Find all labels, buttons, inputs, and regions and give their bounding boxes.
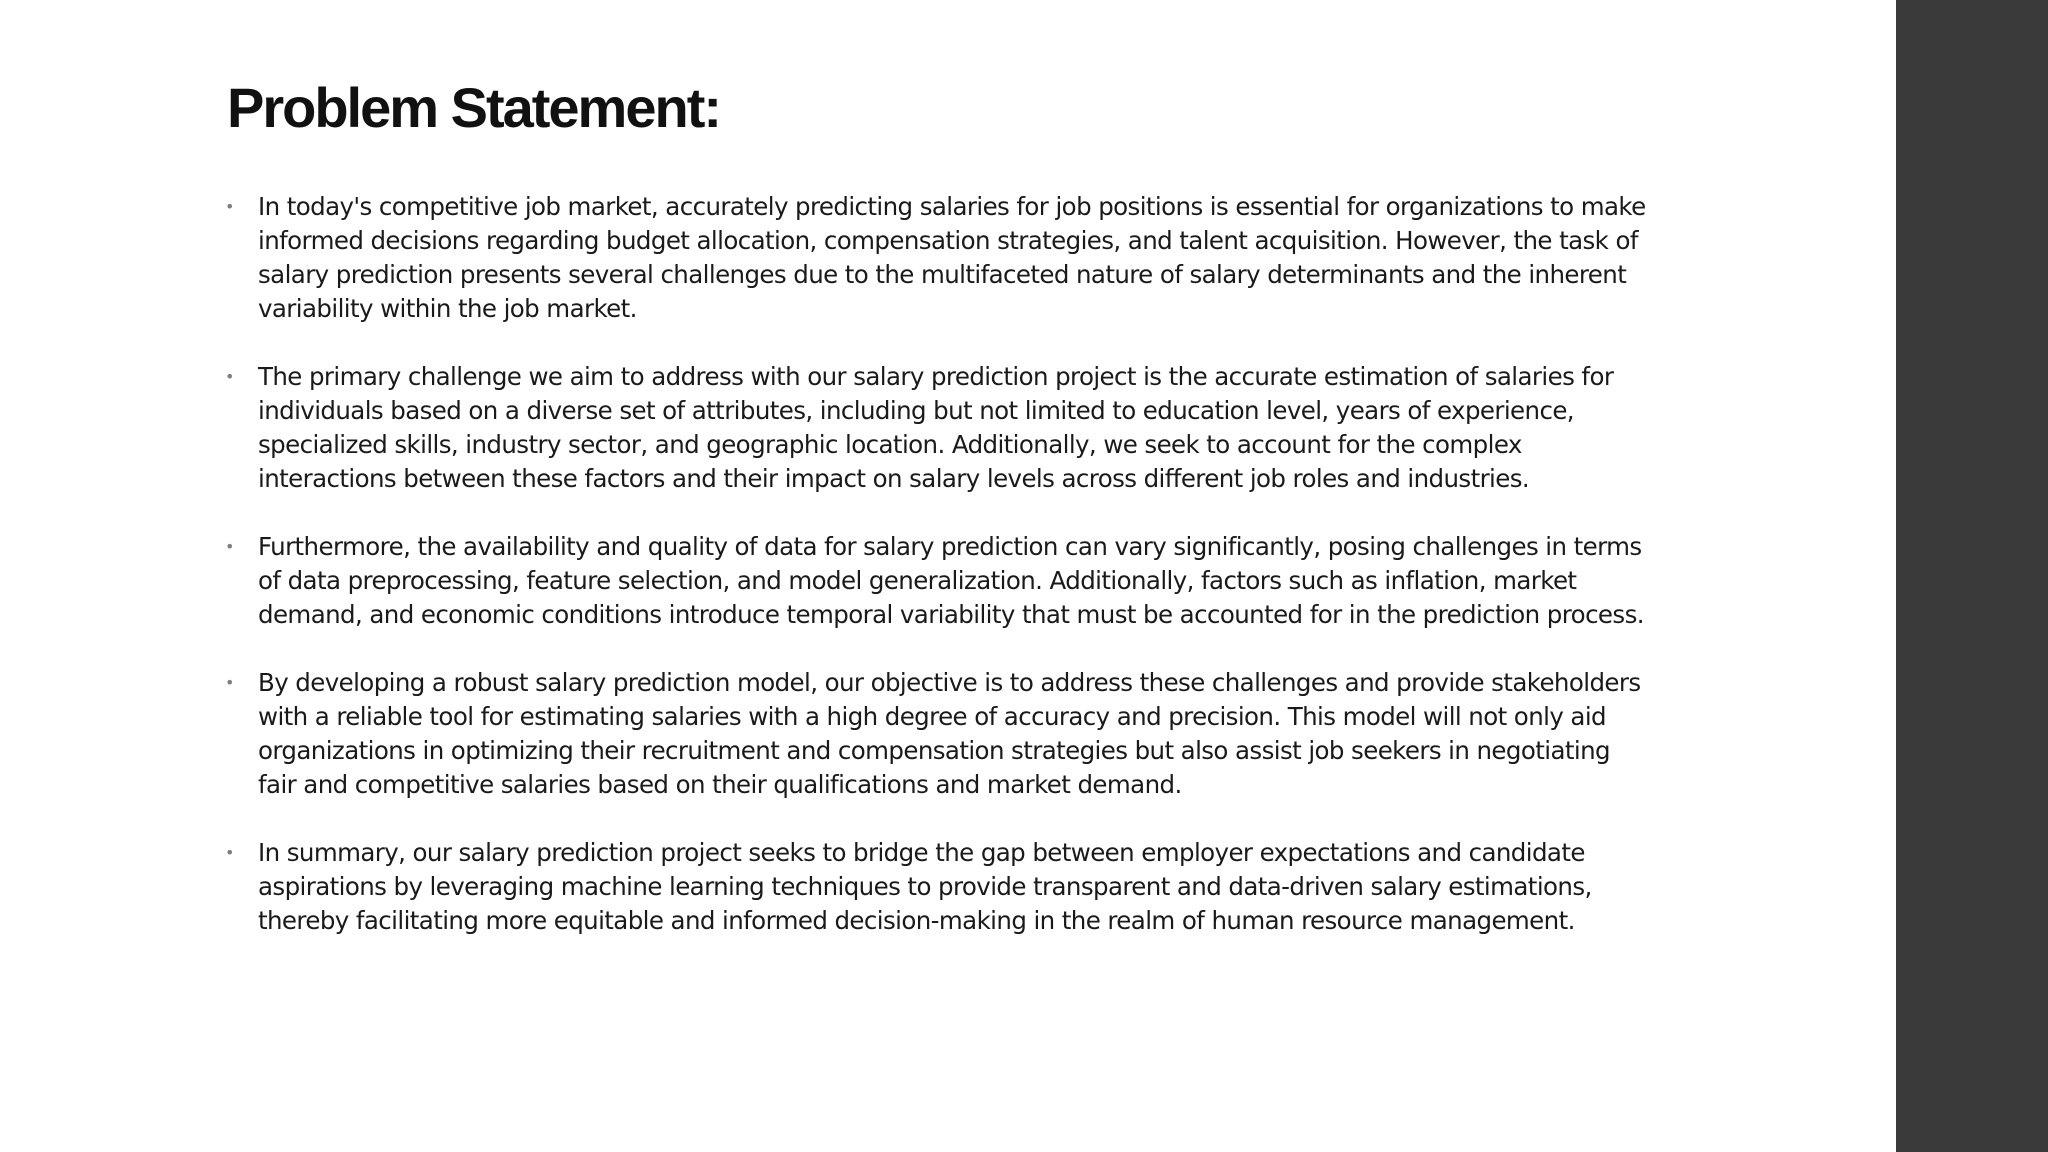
bullet-list	[222, 190, 1652, 972]
bullet-dot-icon: •	[225, 673, 234, 692]
bullet-dot-icon: •	[225, 367, 234, 386]
bullet-item	[222, 666, 1652, 802]
bullet-dot-icon: •	[225, 843, 234, 862]
slide-title: Problem Statement:	[227, 76, 720, 139]
bullet-text: In today's competitive job market, accurately predicting salaries for job positions is essential for organizations to make informed decisions regarding budget allocation, compensation strategies, and talent acquisition. However, the task of salary prediction presents several challenges due to the multifaceted nature of salary determinants and the inherent variability within the job market.	[258, 192, 1646, 323]
bullet-item	[222, 190, 1652, 326]
bullet-item	[222, 836, 1652, 938]
right-accent-bar	[1896, 0, 2048, 1152]
bullet-dot-icon: •	[225, 197, 234, 216]
bullet-item	[222, 530, 1652, 632]
bullet-text: In summary, our salary prediction project seeks to bridge the gap between employer expectations and candidate aspirations by leveraging machine learning techniques to provide transparent and data-driven salary estimations, thereby facilitating more equitable and informed decision-making in the realm of human resource management.	[258, 838, 1592, 935]
bullet-text: By developing a robust salary prediction model, our objective is to address these challenges and provide stakeholders with a reliable tool for estimating salaries with a high degree of accuracy and precision. This model will not only aid organizations in optimizing their recruitment and compensation strategies but also assist job seekers in negotiating fair and competitive salaries based on their qualifications and market demand.	[258, 668, 1641, 799]
bullet-item	[222, 360, 1652, 496]
bullet-text: The primary challenge we aim to address with our salary prediction project is the accurate estimation of salaries for individuals based on a diverse set of attributes, including but not limited to education level, years of experience, specialized skills, industry sector, and geographic location. Additionally, we seek to account for the complex interactions between these factors and their impact on salary levels across different job roles and industries.	[258, 362, 1614, 493]
bullet-text: Furthermore, the availability and quality of data for salary prediction can vary significantly, posing challenges in terms of data preprocessing, feature selection, and model generalization. Additionally, factors such as inflation, market demand, and economic conditions introduce temporal variability that must be accounted for in the prediction process.	[258, 532, 1644, 629]
bullet-dot-icon: •	[225, 537, 234, 556]
